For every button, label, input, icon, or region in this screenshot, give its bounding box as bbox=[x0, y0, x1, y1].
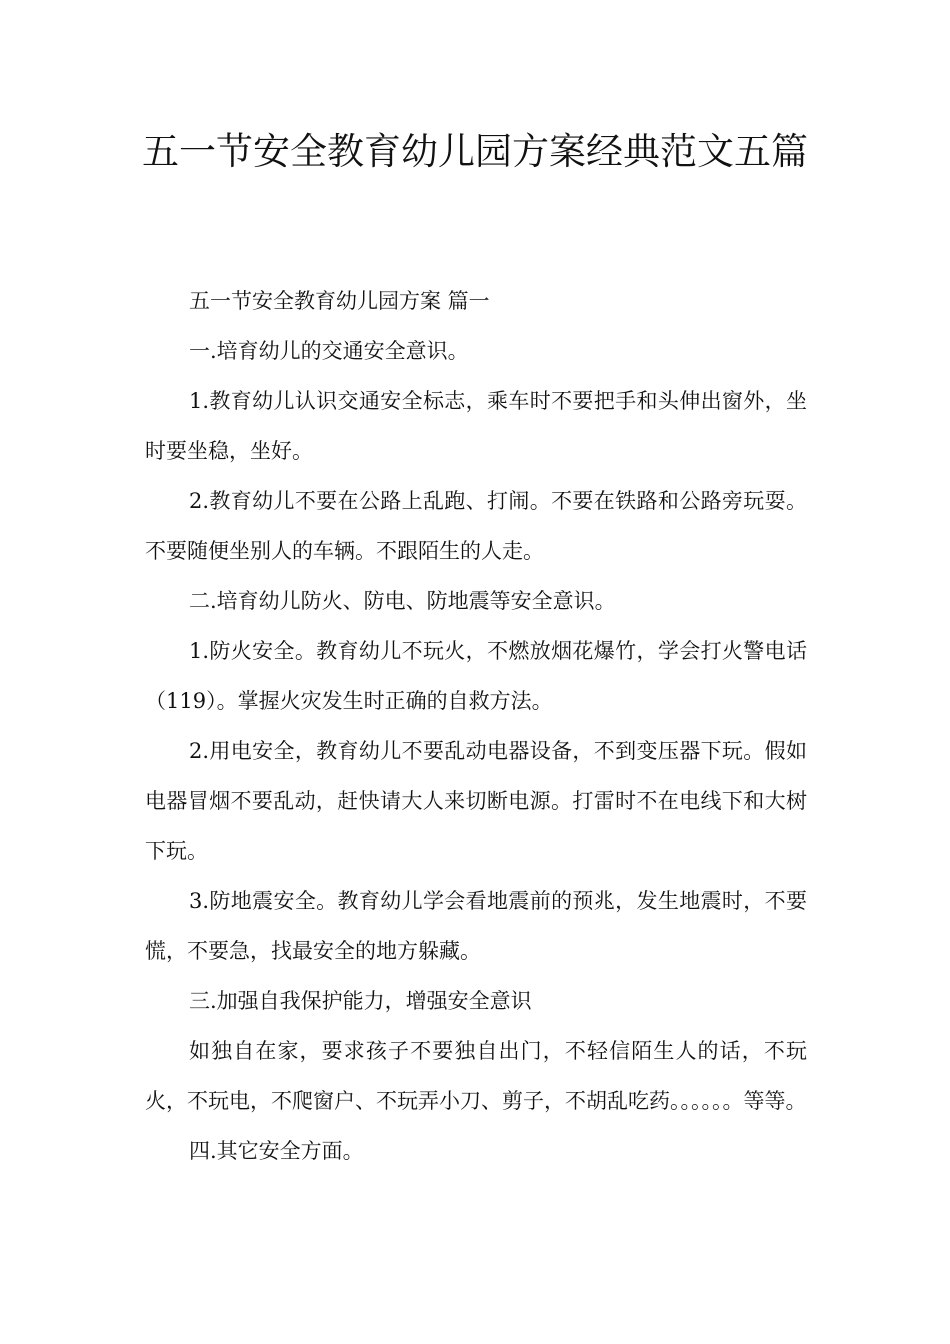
paragraph-self-protection-body: 如独自在家，要求孩子不要独自出门，不轻信陌生人的话，不玩火，不玩电，不爬窗户、不玩弄小刀、剪子，不胡乱吃药。。。。。。等等。 bbox=[145, 1039, 807, 1113]
paragraph-traffic-2: 2.教育幼儿不要在公路上乱跑、打闹。不要在铁路和公路旁玩耍。不要随便坐别人的车辆。不跟陌生的人走。 bbox=[145, 489, 807, 563]
document-body bbox=[145, 276, 807, 1176]
paragraph-fire-heading: 二.培育幼儿防火、防电、防地震等安全意识。 bbox=[189, 589, 616, 613]
paragraph-section-heading: 五一节安全教育幼儿园方案 篇一 bbox=[189, 289, 490, 313]
document-title: 五一节安全教育幼儿园方案经典范文五篇 bbox=[142, 130, 808, 173]
paragraph-self-protection-heading: 三.加强自我保护能力，增强安全意识 bbox=[189, 989, 532, 1013]
paragraph-other-heading: 四.其它安全方面。 bbox=[189, 1139, 364, 1163]
paragraph-traffic-heading: 一.培育幼儿的交通安全意识。 bbox=[189, 339, 469, 363]
paragraph-traffic-1: 1.教育幼儿认识交通安全标志，乘车时不要把手和头伸出窗外，坐时要坐稳，坐好。 bbox=[145, 389, 807, 463]
paragraph-electric-2: 2.用电安全，教育幼儿不要乱动电器设备，不到变压器下玩。假如电器冒烟不要乱动，赶快请大人来切断电源。打雷时不在电线下和大树下玩。 bbox=[145, 739, 807, 863]
paragraph-earthquake-3: 3.防地震安全。教育幼儿学会看地震前的预兆，发生地震时，不要慌，不要急，找最安全的地方躲藏。 bbox=[145, 889, 807, 963]
paragraph-fire-1: 1.防火安全。教育幼儿不玩火，不燃放烟花爆竹，学会打火警电话（119）。掌握火灾发生时正确的自救方法。 bbox=[145, 639, 807, 713]
